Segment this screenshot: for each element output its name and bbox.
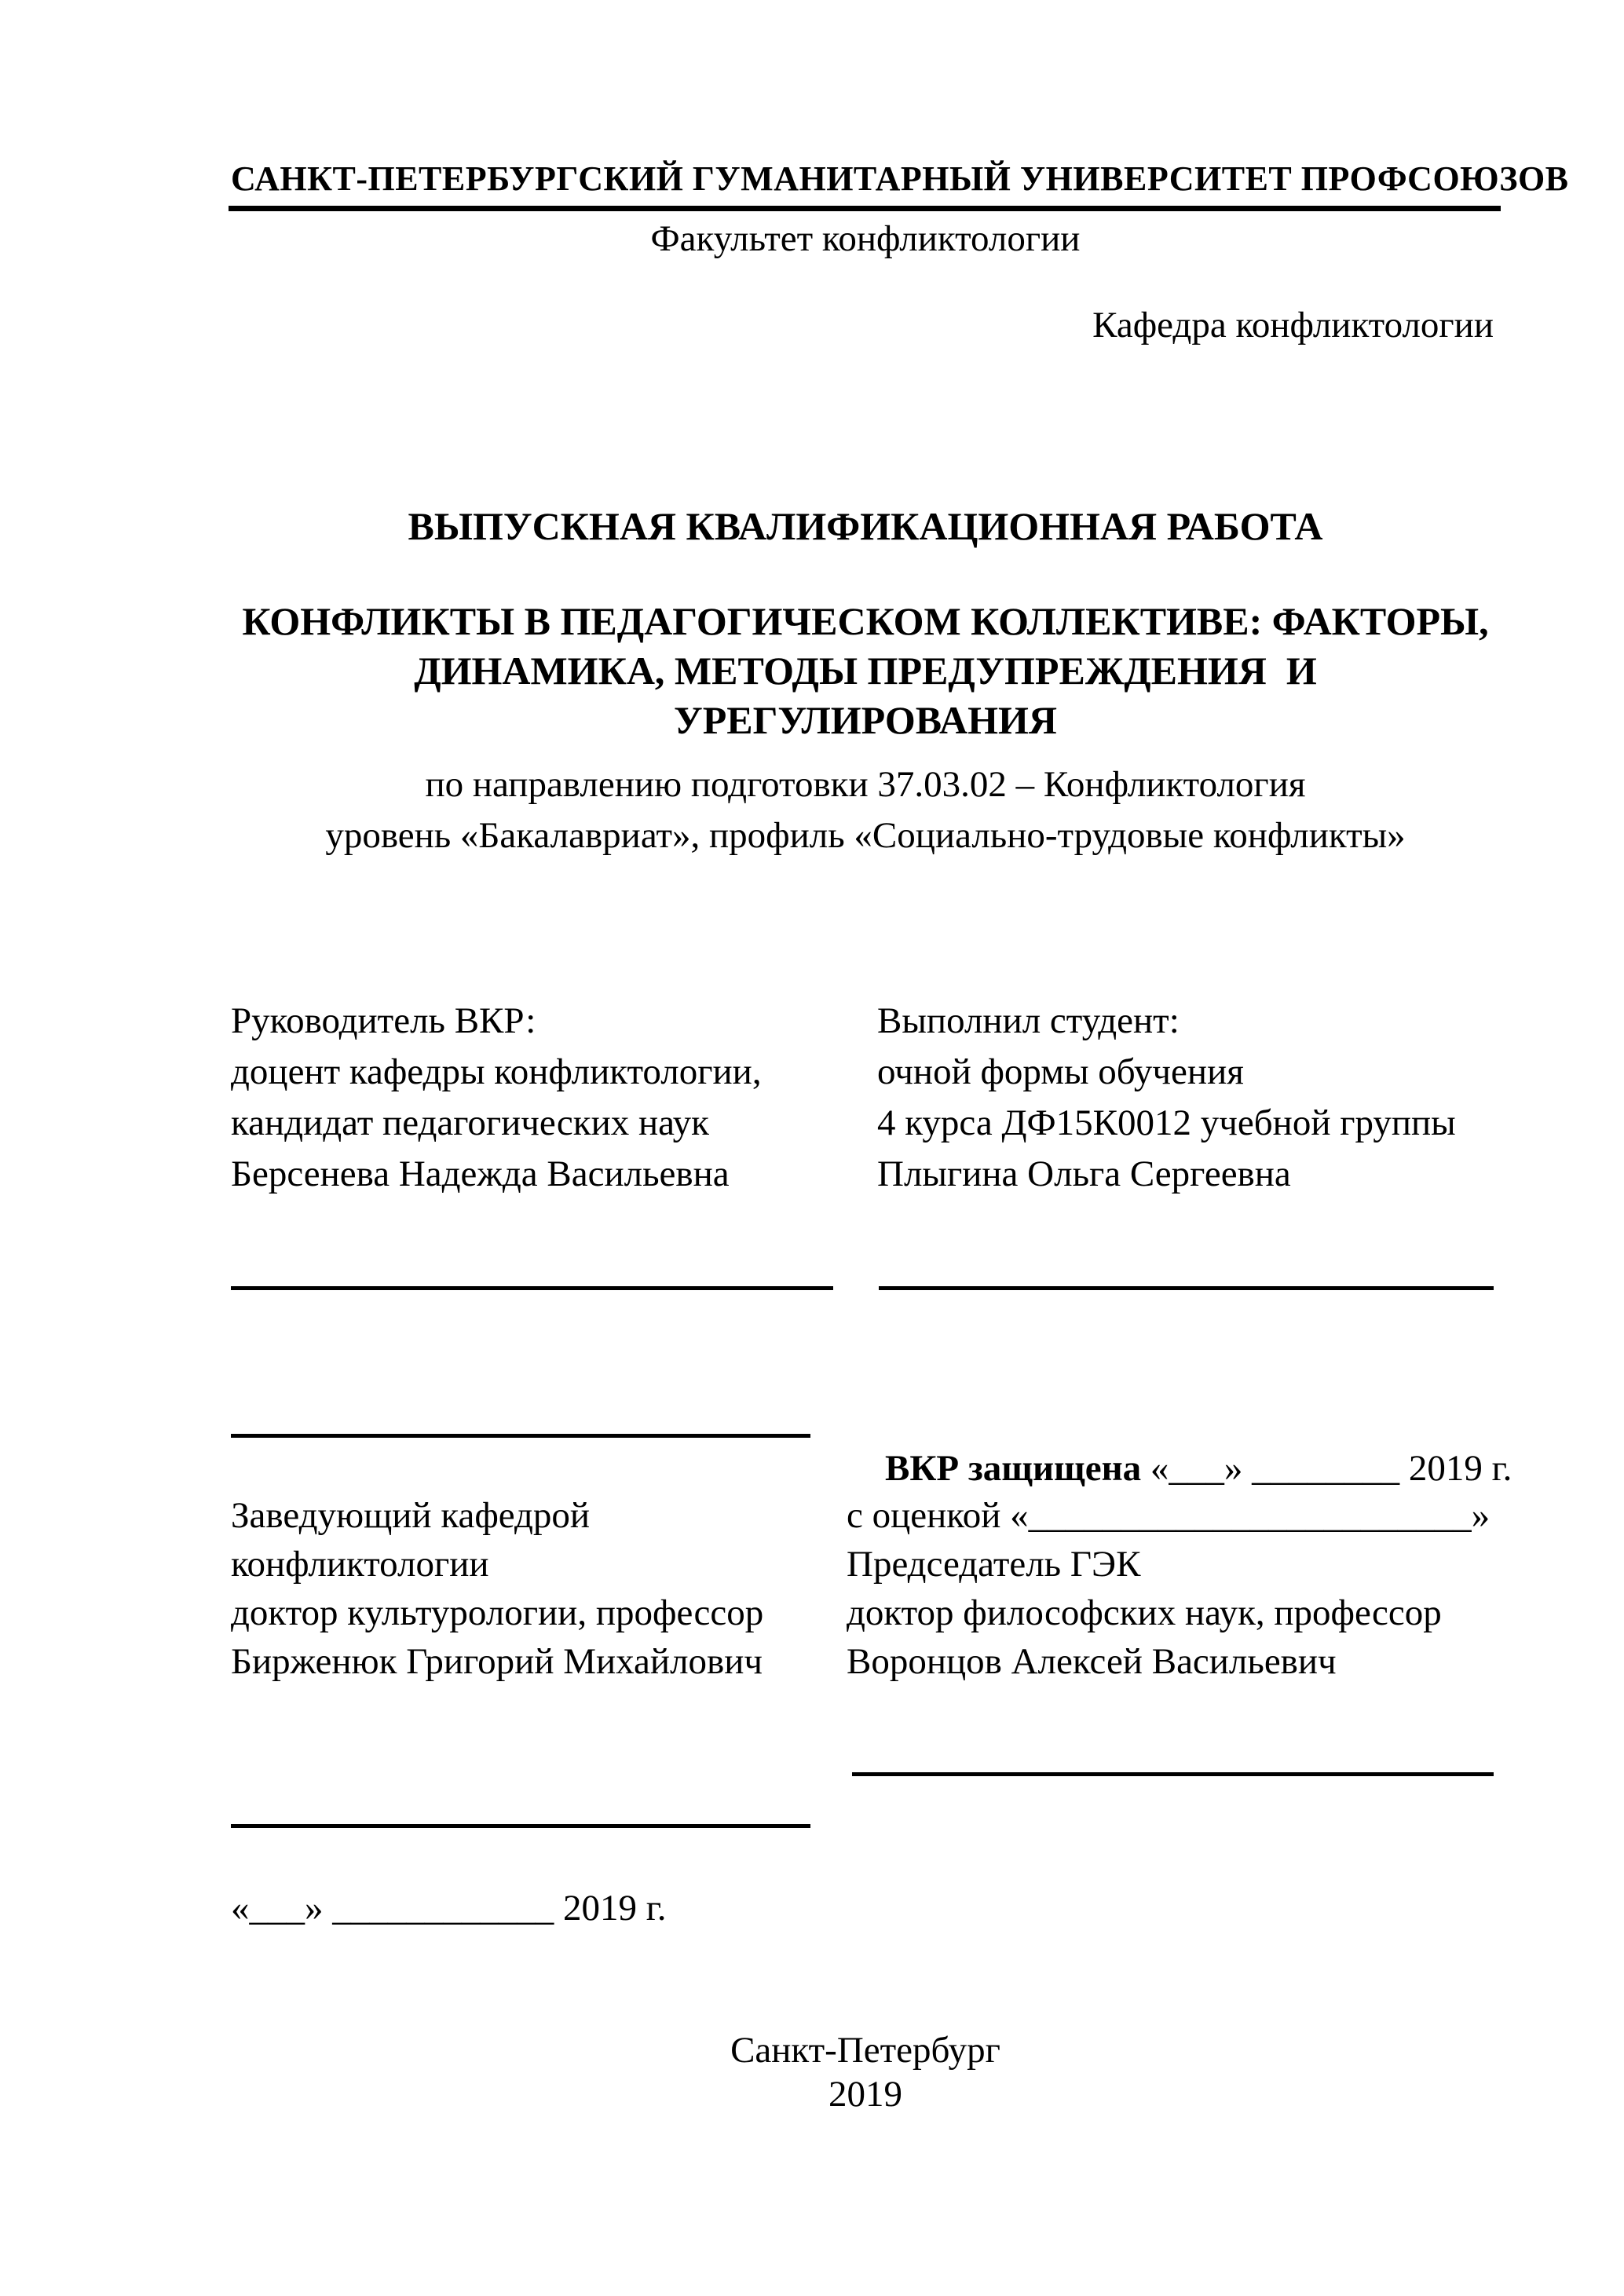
head-role-line-1: Заведующий кафедрой xyxy=(231,1495,591,1536)
chairman-signature-line xyxy=(852,1772,1494,1776)
head-of-department-block xyxy=(231,1491,843,1686)
student-form-line: очной формы обучения xyxy=(877,1051,1244,1092)
head-signature-line xyxy=(231,1434,810,1438)
footer-year: 2019 xyxy=(828,2074,902,2115)
work-type-heading: ВЫПУСКНАЯ КВАЛИФИКАЦИОННАЯ РАБОТА xyxy=(408,504,1323,548)
student-role-label: Выполнил студент: xyxy=(877,1000,1180,1041)
university-name: САНКТ-ПЕТЕРБУРГСКИЙ ГУМАНИТАРНЫЙ УНИВЕРСИТЕТ ПРОФСОЮЗОВ xyxy=(231,159,1569,198)
footer-block xyxy=(231,2028,1500,2116)
program-level-line: уровень «Бакалавриат», профиль «Социально-трудовые конфликты» xyxy=(325,815,1406,856)
supervisor-block xyxy=(231,996,859,1200)
program-direction-line: по направлению подготовки 37.03.02 – Конфликтология xyxy=(425,764,1306,805)
chairman-role-line: Председатель ГЭК xyxy=(847,1544,1141,1585)
supervisor-signature-line xyxy=(231,1286,833,1290)
supervisor-position-line: доцент кафедры конфликтологии, xyxy=(231,1051,762,1092)
supervisor-name: Берсенева Надежда Васильевна xyxy=(231,1153,730,1194)
chairman-block xyxy=(847,1491,1522,1686)
program-block xyxy=(231,759,1500,861)
supervisor-degree-line: кандидат педагогических наук xyxy=(231,1102,709,1143)
thesis-title-line-2: ДИНАМИКА, МЕТОДЫ ПРЕДУПРЕЖДЕНИЯ И УРЕГУЛИРОВАНИЯ xyxy=(414,649,1327,742)
student-signature-line xyxy=(879,1286,1494,1290)
head-date-blank-line: «___» ____________ 2019 г. xyxy=(231,1888,667,1929)
supervisor-role-label: Руководитель ВКР: xyxy=(231,1000,536,1041)
student-block xyxy=(877,996,1521,1200)
grade-blank-line: с оценкой «________________________» xyxy=(847,1495,1490,1536)
student-group-line: 4 курса ДФ15К0012 учебной группы xyxy=(877,1102,1456,1143)
header-rule xyxy=(229,206,1501,211)
head-signature-line-2 xyxy=(231,1824,810,1828)
faculty-name: Факультет конфликтологии xyxy=(650,218,1081,259)
defended-date-blank: «___» ________ 2019 г. xyxy=(1141,1448,1512,1489)
head-name: Бирженюк Григорий Михайлович xyxy=(231,1641,763,1682)
defended-label: ВКР защищена xyxy=(885,1448,1142,1489)
footer-city: Санкт-Петербург xyxy=(730,2030,1000,2071)
head-role-line-2: конфликтологии xyxy=(231,1544,489,1585)
chairman-degree-line: доктор философских наук, профессор xyxy=(847,1592,1442,1633)
head-degree-line: доктор культурологии, профессор xyxy=(231,1592,764,1633)
department-name: Кафедра конфликтологии xyxy=(1092,305,1494,345)
chairman-name: Воронцов Алексей Васильевич xyxy=(847,1641,1337,1682)
student-name: Плыгина Ольга Сергеевна xyxy=(877,1153,1291,1194)
thesis-title-line-1: КОНФЛИКТЫ В ПЕДАГОГИЧЕСКОМ КОЛЛЕКТИВЕ: ФАКТОРЫ, xyxy=(242,599,1489,643)
